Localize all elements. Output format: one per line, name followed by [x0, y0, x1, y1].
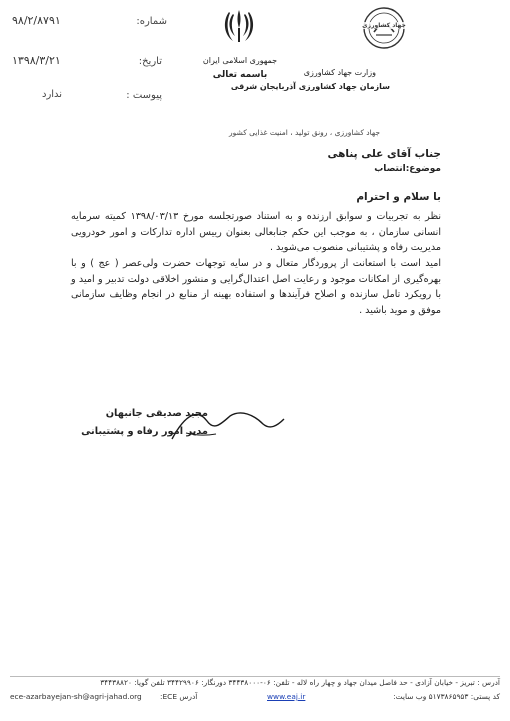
letter-attachment-label: پیوست :: [126, 90, 162, 101]
letter-attachment-value: ندارد: [42, 89, 63, 100]
letter-date-row: [12, 54, 162, 72]
footer-contact: [10, 692, 500, 706]
paragraph-appointment: نظر به تجربیات و سوابق ارزنده و به استناد صورتجلسه مورخ ۱۳۹۸/۰۳/۱۳ کمیته سرمایه انسانی سازمان ، به موجب این حکم جنابعالی بعنوان رییس اداره تدارکات و امور خودرویی مدیریت رفاه و پشتیبانی منصوب می‌شوید .: [71, 211, 442, 253]
subject: موضوع:انتصاب: [374, 164, 441, 174]
recipient: جناب آقای علی پناهی: [327, 148, 441, 160]
letter-number-label: شماره:: [136, 16, 167, 27]
letter-date-label: تاریخ:: [138, 56, 162, 67]
footer-postal-code: کد پستی: ۵۱۷۳۸۶۵۹۵۳ وب سایت:: [393, 692, 500, 701]
republic-title: جمهوری اسلامی ایران: [202, 56, 278, 65]
signer-title: مدیر امور رفاه و پشتیبانی: [81, 426, 208, 437]
god-title: باسمه تعالی: [212, 70, 268, 80]
footer-divider: [10, 676, 500, 677]
ministry-logo-text: جهاد کشاورزی: [355, 22, 413, 29]
paragraph-wishes: امید است با استعانت از پروردگار متعال و در سایه توجهات حضرت ولی‌عصر ( عج ) و با بهره‌گیری از امکانات موجود و رعایت اصل اعتدال‌گرایی و منشور اخلاقی دولت تدبیر و امید و با رویکرد تامل سازنده و اصلاح فرآیندها و استفاده بهینه از منابع در انجام وظایف سازمانی موفق و موید باشید .: [71, 258, 441, 316]
letter-number-row: [12, 14, 167, 32]
organization-name: سازمان جهاد کشاورزی آذربایجان شرقی: [230, 82, 390, 91]
footer-email-label: آدرس ECE:: [160, 692, 198, 701]
iran-emblem-icon: [222, 6, 256, 48]
letter-attachment-row: [12, 88, 162, 106]
footer-email[interactable]: ece-azarbayejan-sh@agri-jahad.org: [10, 692, 142, 701]
signer-name: مجید صدیقی جانبهان: [105, 408, 208, 419]
letter-date-value: ۱۳۹۸/۳/۲۱: [12, 54, 61, 67]
footer-address: آدرس : تبریز - خیابان آزادی - حد فاصل میدان جهاد و چهار راه لاله - تلفن: ۰۶-۳۴۴۳۸۰۰۰ دورنگار: ۳۴۴۲۹۹۰۶ تلفن گویا: ۳۴۴۳۸۸۲۰: [100, 678, 500, 687]
slogan: جهاد کشاورزی ، رونق تولید ، امنیت غذایی کشور: [229, 128, 380, 137]
signature: [160, 395, 290, 450]
handwritten-signature-icon: [160, 395, 290, 450]
greeting: با سلام و احترام: [356, 191, 441, 203]
ministry-name: وزارت جهاد کشاورزی: [303, 68, 376, 77]
iran-emblem: [222, 6, 256, 48]
letter-number-value: ۹۸/۲/۸۷۹۱: [12, 14, 61, 27]
footer-website[interactable]: www.eaj.ir: [267, 692, 306, 701]
